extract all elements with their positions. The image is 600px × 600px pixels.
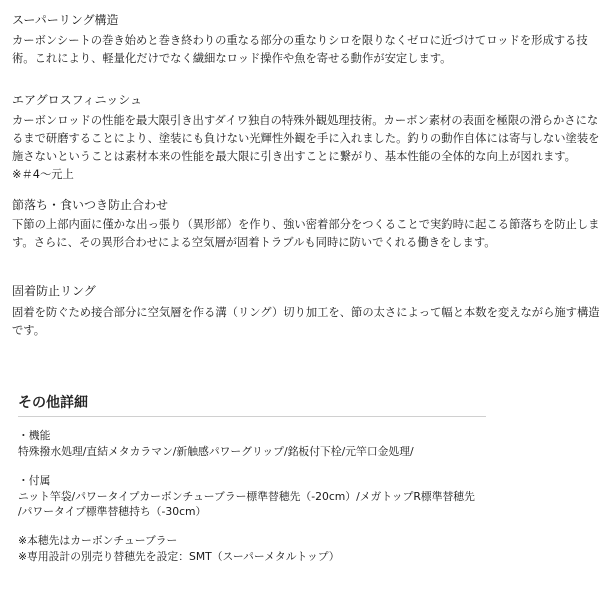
details-title: その他詳細 — [18, 395, 88, 411]
section-air-gloss-finish — [12, 92, 600, 184]
details-line: ※専用設計の別売り替穂先を設定：SMT（スーパーメタルトップ） — [18, 550, 340, 563]
section-heading: 節落ち・食いつき防止合わせ — [12, 198, 169, 212]
section-text-line: 施さないということは素材本来の性能を最大限に引き出すことに繋がり、基本性能の全体的な向上が図れます。 — [12, 150, 576, 163]
section-text-line: 術。これにより、軽量化だけでなく繊細なロッド操作や魚を寄せる動作が安定します。 — [12, 52, 452, 65]
details-line: 特殊撥水処理/直結メタカラマン/新触感パワーグリップ/銘板付下栓/元竿口金処理/ — [18, 445, 414, 458]
details-line: ※本穂先はカーボンチューブラー — [18, 534, 178, 547]
section-heading: エアグロスフィニッシュ — [12, 93, 142, 107]
section-text-line: カーボンロッドの性能を最大限引き出すダイワ独自の特殊外観処理技術。カーボン素材の表面を極限の滑らかさにな — [12, 114, 599, 127]
section-text-line: す。さらに、その異形合わせによる空気層が固着トラブルも同時に防いでくれる働きをします。 — [12, 236, 496, 249]
section-text-line: 下節の上部内面に僅かな出っ張り（異形部）を作り、強い密着部分をつくることで実釣時に起こる節落ちを防止しま — [12, 218, 600, 231]
section-text-line: カーボンシートの巻き始めと巻き終わりの重なる部分の重なりシロを限りなくゼロに近づけてロッドを形成する技 — [12, 34, 588, 47]
section-heading: 固着防止リング — [12, 284, 96, 298]
section-heading: スーパーリング構造 — [12, 13, 119, 27]
section-text-line: です。 — [12, 324, 45, 337]
details-line: ・付属 — [18, 474, 51, 487]
section-text-line: ※＃4〜元上 — [12, 168, 74, 181]
details-divider — [18, 416, 486, 417]
details-line: ・機能 — [18, 429, 51, 442]
section-text-line: るまで研磨することにより、塗装にも負けない光輝性外観を手に入れました。釣りの動作自体には寄与しない塗装を — [12, 132, 600, 145]
section-text-line: 固着を防ぐため接合部分に空気層を作る溝（リング）切り加工を、節の太さによって幅と本数を変えながら施す構造 — [12, 306, 600, 319]
section-super-ring — [12, 12, 588, 68]
section-anti-seize-ring — [12, 283, 600, 340]
details-line: /パワータイプ標準替穂持ち（-30cm） — [18, 505, 207, 518]
details-line: ニット竿袋/パワータイプカーボンチューブラー標準替穂先（-20cm）/メガトップR標準替穂先 — [18, 490, 475, 503]
section-joint-drop-prevention — [12, 197, 600, 252]
